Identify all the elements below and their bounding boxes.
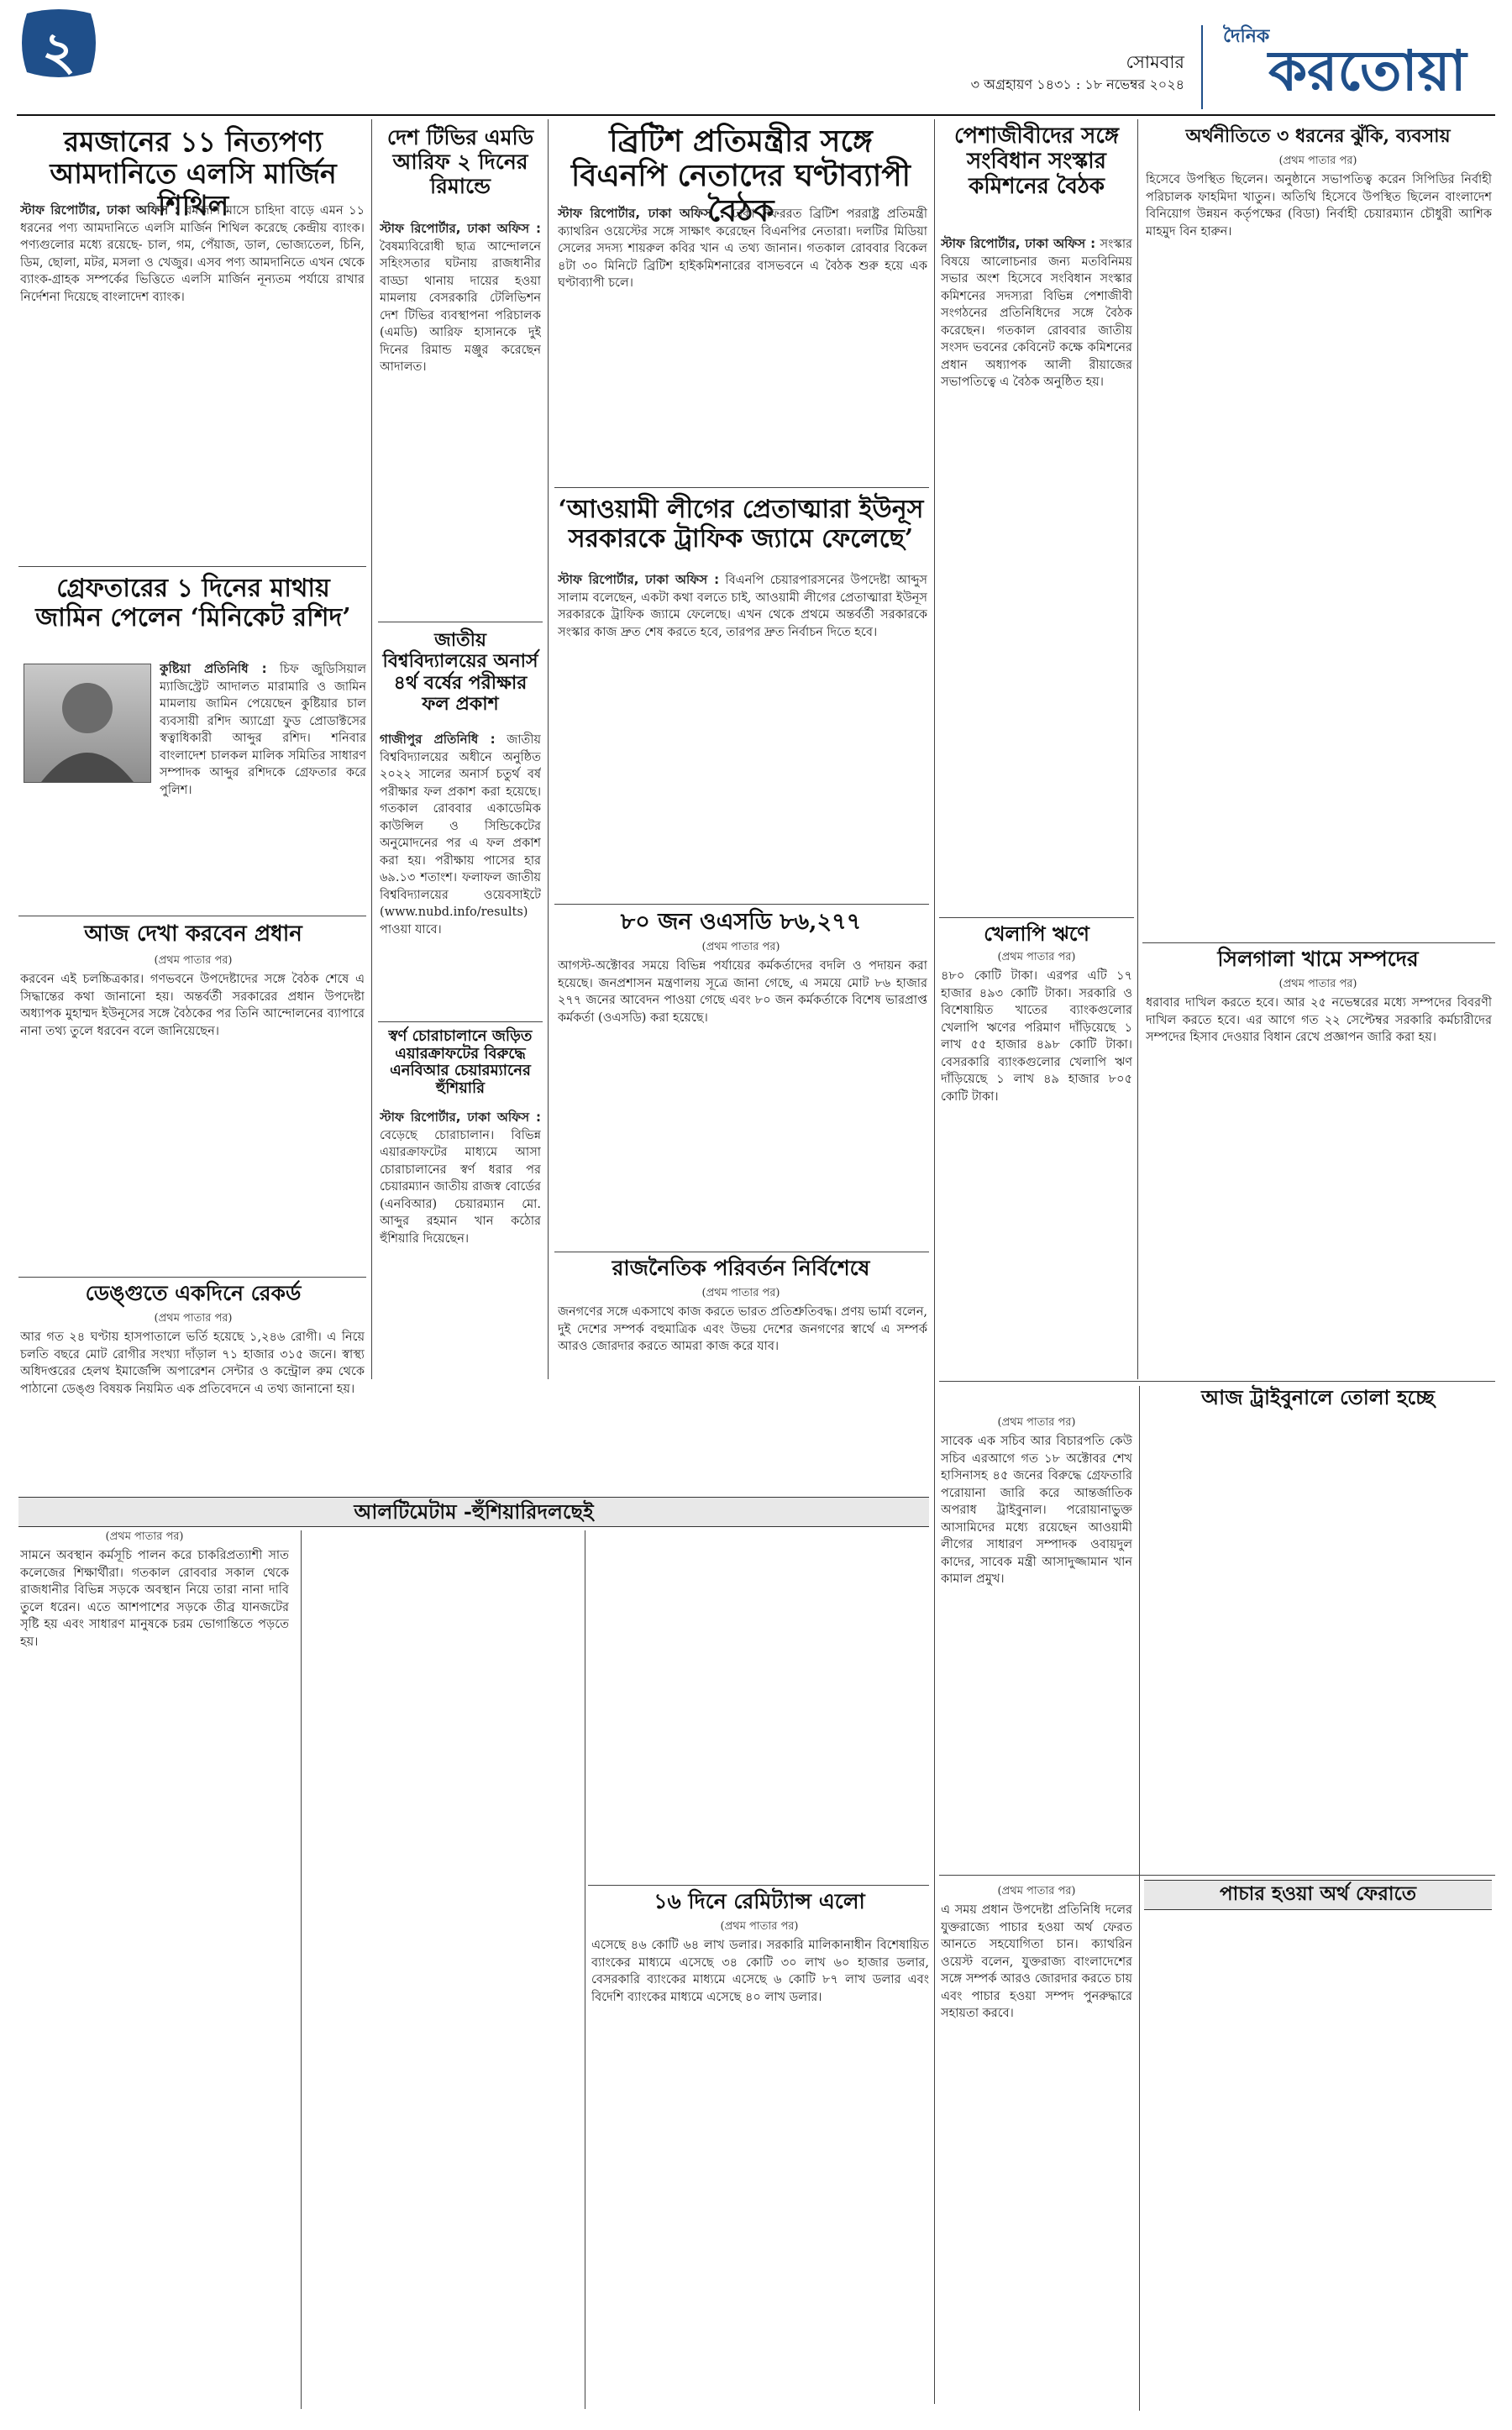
ultimatum-headline: আলটিমেটাম -হুঁশিয়ারিদলছেই	[354, 1499, 594, 1524]
arrest-photo	[24, 664, 151, 783]
dtv-byline: স্টাফ রিপোর্টার, ঢাকা অফিস :	[380, 221, 541, 236]
logo-divider	[1201, 25, 1203, 109]
divider	[588, 1885, 929, 1886]
column-rule	[371, 119, 372, 1379]
logo-small-text: দৈনিক	[1223, 25, 1270, 47]
tribunal-body: সাবেক এক সচিব আর বিচারপতি কেউ সচিব এরআগে গত ১৮ অক্টোবর শেখ হাসিনাসহ ৪৫ জনের বিরুদ্ধে গ্রেফতারি পরোয়ানা জারি করে আন্তর্জাতিক অপরাধ ট্রাইবুনাল। পরোয়ানাভুক্ত আসামিদের মধ্যে রয়েছেন আওয়ামী লীগের সাধারণ সম্পাদক ওবায়দুল কাদের, সাবেক মন্ত্রী আসাদুজ্জামান খান কামাল প্রমুখ।	[941, 1435, 1132, 1586]
khelapi-headline: খেলাপি ঋণে	[984, 921, 1089, 946]
nu-byline: গাজীপুর প্রতিনিধি :	[380, 732, 496, 747]
economy-headline: অর্থনীতিতে ৩ ধরনের ঝুঁকি, ব্যবসায়	[1185, 125, 1451, 147]
page-number-badge	[18, 7, 99, 79]
political-headline: রাজনৈতিক পরিবর্তন নির্বিশেষে	[612, 1256, 870, 1280]
column-rule	[1139, 1386, 1140, 2411]
dengue-body: আর গত ২৪ ঘণ্টায় হাসপাতালে ভর্তি হয়েছে ১,২৪৬ রোগী। এ নিয়ে চলতি বছরে মোট রোগীর সংখ্যা দাঁড়াল ৭১ হাজার ৩১৫ জনে। স্বাস্থ্য অধিদপ্তরের হেলথ ইমার্জেন্সি অপারেশন সেন্টার ও কন্ট্রোল রুম থেকে পাঠানো ডেঙ্গু বিষয়ক নিয়মিত এক প্রতিবেদনে এ তথ্য জানানো হয়।	[20, 1330, 365, 1396]
column-rule	[301, 1530, 302, 2409]
arrest-text: চিফ জুডিসিয়াল ম্যাজিস্ট্রেট আদালত মারামারি ও জামিন মামলায় জামিন পেয়েছেন কুষ্টিয়ার চাল ব্যবসায়ী রশিদ অ্যাগ্রো ফুড প্রোডাক্টসের স্বত্বাধিকারী আব্দুর রশিদ। শনিবার বাংলাদেশ চালকল মালিক সমিতির সাধারণ সম্পাদক আব্দুর রশিদকে গ্রেফতার করে পুলিশ।	[160, 663, 366, 797]
gold-text: বেড়েছে চোরাচালান। বিভিন্ন এয়ারক্রাফটের মাধ্যমে আসা চোরাচালানের স্বর্ণ ধরার পর চেয়ারম্যান জাতীয় রাজস্ব বোর্ডের (এনবিআর) চেয়ারম্যান মো. আব্দুর রহমান খান কঠোর হুঁশিয়ারি দিয়েছেন।	[380, 1128, 541, 1246]
gold-byline: স্টাফ রিপোর্টার, ঢাকা অফিস :	[380, 1110, 541, 1125]
column-rule	[1137, 119, 1138, 1379]
khelapi-body: ৪৮০ কোটি টাকা। এরপর এটি ১৭ হাজার ৪৯৩ কোটি টাকা। সরকারি ও বিশেষায়িত খাতের ব্যাংকগুলোর খেলাপি ঋণের পরিমাণ দাঁড়িয়েছে ১ লাখ ৫৫ হাজার ৪৯৮ কোটি টাকা। বেসরকারি ব্যাংকগুলোর খেলাপি ঋণ দাঁড়িয়েছে ১ লাখ ৪৯ হাজার ৮০৫ কোটি টাকা।	[941, 969, 1132, 1104]
awami-body	[558, 571, 927, 823]
remittance-headline: ১৬ দিনে রেমিট্যান্স এলো	[654, 1889, 865, 1913]
economy-continued: (প্রথম পাতার পর)	[1278, 155, 1357, 167]
ramadan-byline: স্টাফ রিপোর্টার, ঢাকা অফিস :	[20, 202, 180, 218]
british-headline: ব্রিটিশ প্রতিমন্ত্রীর সঙ্গে বিএনপি নেতাদের ঘণ্টাব্যাপী বৈঠক	[571, 123, 911, 228]
divider	[554, 487, 929, 488]
logo-main-text: করতোয়া	[1268, 38, 1467, 103]
eighty-continued: (প্রথম পাতার পর)	[701, 941, 780, 953]
money-headline: পাচার হওয়া অর্থ ফেরাতে	[1219, 1882, 1417, 1905]
divider	[1142, 942, 1495, 943]
dtv-text: বৈষম্যবিরোধী ছাত্র আন্দোলনে সহিংসতার ঘটনায় রাজধানীর বাড্ডা থানায় দায়ের হওয়া মামলায় বেসরকারি টেলিভিশন দেশ টিভির ব্যবস্থাপনা পরিচালক (এমডি) আরিফ হাসানকে দুই দিনের রিমান্ড মঞ্জুর করেছেন আদালত।	[380, 239, 541, 374]
logo	[1218, 18, 1487, 111]
arrest-byline: কুষ্টিয়া প্রতিনিধি :	[160, 661, 267, 676]
masthead-rule	[17, 114, 1495, 116]
remittance-continued: (প্রথম পাতার পর)	[720, 1920, 799, 1933]
economy-body: হিসেবে উপস্থিত ছিলেন। অনুষ্ঠানে সভাপতিত্ব করেন সিপিডির নির্বাহী পরিচালক ফাহমিদা খাতুন। অতিথি হিসেবে উপস্থিত ছিলেন বাংলাদেশ বিনিয়োগ উন্নয়ন কর্তৃপক্ষের (বিডা) নির্বাহী চেয়ারম্যান চৌধুরী আশিক মাহমুদ বিন হারুন।	[1146, 173, 1492, 239]
ramadan-text: রমজান মাসে চাহিদা বাড়ে এমন ১১ ধরনের পণ্য আমদানিতে এলসি মার্জিন শিথিল করেছে কেন্দ্রীয় ব্যাংক। পণ্যগুলোর মধ্যে রয়েছে- চাল, গম, পেঁয়াজ, ডাল, ভোজ্যতেল, চিনি, ডিম, ছোলা, মটর, মসলা ও খেজুর। এসব পণ্য আমদানিতে এখন থেকে ব্যাংক-গ্রাহক সম্পর্কের ভিত্তিতে এলসি মার্জিন নূন্যতম পর্যায়ে রাখার নির্দেশনা দিয়েছে বাংলাদেশ ব্যাংক।	[20, 204, 365, 304]
divider	[939, 1875, 1495, 1876]
british-text: ঢাকা সফররত ব্রিটিশ পররাষ্ট্র প্রতিমন্ত্রী ক্যাথরিন ওয়েস্টের সঙ্গে সাক্ষাৎ করেছেন বিএনপির নেতারা। দলটির মিডিয়া সেলের সদস্য শায়রুল কবির খান এ তথ্য জানান। গতকাল রোববার বিকেল ৪টা ৩০ মিনিটে ব্রিটিশ হাইকমিশনারের বাসভবনে এ বৈঠক শুরু হয়ে এক ঘণ্টাব্যাপী চলে।	[558, 207, 927, 290]
silgala-headline: সিলগালা খামে সম্পদের	[1217, 947, 1419, 971]
political-continued: (প্রথম পাতার পর)	[701, 1287, 780, 1299]
divider	[939, 917, 1134, 918]
divider	[554, 904, 929, 905]
dengue-continued: (প্রথম পাতার পর)	[154, 1312, 233, 1325]
political-body: জনগণের সঙ্গে একসাথে কাজ করতে ভারত প্রতিশ্রুতিবদ্ধ। প্রণয় ভার্মা বলেন, দুই দেশের সম্পর্ক বহুমাত্রিক এবং উভয় দেশের জনগণের স্বার্থে এ সম্পর্ক আরও জোরদার করতে আমরা কাজ করে যাব।	[558, 1305, 927, 1353]
column-rule	[548, 119, 549, 1379]
page-number: ২	[41, 20, 76, 81]
tribunal-headline: আজ ট্রাইবুনালে তোলা হচ্ছে	[1201, 1385, 1435, 1409]
pradhan-headline: আজ দেখা করবেন প্রধান	[84, 921, 302, 947]
professional-body	[941, 235, 1132, 907]
pradhan-body: করবেন এই চলচ্চিত্রকার। গণভবনে উপদেষ্টাদের সঙ্গে বৈঠক শেষে এ সিদ্ধান্তের কথা জানানো হয়। অন্তর্বর্তী সরকারের প্রধান উপদেষ্টা অধ্যাপক মুহাম্মদ ইউনূসের সঙ্গে বৈঠকের পর তিনি আন্দোলনের ব্যাপারে নানা তথ্য তুলে ধরবেন বলে জানিয়েছেন।	[20, 973, 365, 1038]
date-line: ৩ অগ্রহায়ণ ১৪৩১ : ১৮ নভেম্বর ২০২৪	[970, 76, 1184, 92]
gold-headline: স্বর্ণ চোরাচালানে জড়িত এয়ারক্রাফটের বিরুদ্ধে এনবিআর চেয়ারম্যানের হুঁশিয়ারি	[388, 1027, 533, 1098]
arrest-body	[160, 660, 366, 912]
divider	[939, 1381, 1495, 1382]
gold-body	[380, 1109, 541, 1487]
divider	[18, 566, 366, 567]
eighty-headline: ৮০ জন ওএসডি ৮৬,২৭৭	[620, 909, 862, 935]
arrest-headline: গ্রেফতারের ১ দিনের মাথায় জামিন পেলেন ‘মিনিকেট রশিদ’	[35, 574, 351, 632]
dengue-headline: ডেঙ্গুতে একদিনে রেকর্ড	[85, 1281, 302, 1305]
remittance-body: এসেছে ৪৬ কোটি ৬৪ লাখ ডলার। সরকারি মালিকানাধীন বিশেষায়িত ব্যাংকের মাধ্যমে এসেছে ৩৪ কোটি ৩০ লাখ ৬০ হাজার ডলার, বেসরকারি ব্যাংকের মাধ্যমে এসেছে ৬ কোটি ৮৭ লাখ ডলার এবং বিদেশি ব্যাংকের মাধ্যমে এসেছে ৪০ লাখ ডলার।	[591, 1939, 929, 2004]
ramadan-headline: রমজানের ১১ নিত্যপণ্য আমদানিতে এলসি মার্জিন শিথিল	[50, 125, 337, 222]
dtv-headline: দেশ টিভির এমডি আরিফ ২ দিনের রিমান্ডে	[386, 125, 534, 198]
professional-text: সংস্কার বিষয়ে আলোচনার জন্য মতবিনিময় সভার অংশ হিসেবে সংবিধান সংস্কার কমিশনের সদস্যরা বিভিন্ন পেশাজীবী সংগঠনের প্রতিনিধিদের সঙ্গে বৈঠক করেছেন। গতকাল রোববার জাতীয় সংসদ ভবনের কেবিনেট কক্ষে কমিশনের প্রধান অধ্যাপক আলী রীয়াজের সভাপতিত্বে এ বৈঠক অনুষ্ঠিত হয়।	[941, 238, 1132, 389]
nu-headline: জাতীয় বিশ্ববিদ্যালয়ের অনার্স ৪র্থ বর্ষের পরীক্ষার ফল প্রকাশ	[382, 629, 538, 715]
weekday: সোমবার	[1126, 52, 1184, 72]
divider	[378, 1021, 543, 1022]
money-body: এ সময় প্রধান উপদেষ্টা প্রতিনিধি দলের যুক্তরাজ্যে পাচার হওয়া অর্থ ফেরত আনতে সহযোগিতা চান। ক্যাথরিন ওয়েস্ট বলেন, যুক্তরাজ্য বাংলাদেশের সঙ্গে সম্পর্ক আরও জোরদার করতে চায় এবং পাচার হওয়া সম্পদ পুনরুদ্ধারে সহায়তা করবে।	[941, 1903, 1132, 2020]
silgala-continued: (প্রথম পাতার পর)	[1278, 978, 1357, 990]
person-icon	[24, 664, 150, 782]
column-rule	[934, 119, 935, 2404]
ramadan-body	[20, 202, 365, 563]
khelapi-continued: (প্রথম পাতার পর)	[997, 951, 1076, 963]
nu-text: জাতীয় বিশ্ববিদ্যালয়ের অধীনে অনুষ্ঠিত ২০২২ সালের অনার্স চতুর্থ বর্ষ পরীক্ষার ফল প্রকাশ করা হয়েছে। গতকাল রোববার একাডেমিক কাউন্সিল ও সিন্ডিকেটের অনুমোদনের পর এ ফল প্রকাশ করা হয়। পরীক্ষায় পাসের হার ৬৯.১৩ শতাংশ। ফলাফল জাতীয় বিশ্ববিদ্যালয়ের ওয়েবসাইটে (www.nubd.info/results) পাওয়া যাবে।	[380, 733, 541, 937]
tribunal-continued: (প্রথম পাতার পর)	[997, 1416, 1076, 1429]
ultimatum-continued: (প্রথম পাতার পর)	[105, 1530, 184, 1543]
divider	[18, 1277, 366, 1278]
eighty-body: আগস্ট-অক্টোবর সময়ে বিভিন্ন পর্যায়ের কর্মকর্তাদের বদলি ও পদায়ন করা হয়েছে। জনপ্রশাসন মন্ত্রণালয় সূত্রে জানা গেছে, এ সময়ে মোট ৮৬ হাজার ২৭৭ জনের আবেদন পাওয়া গেছে এবং ৮০ জন কর্মকর্তাকে বিশেষ ভারপ্রাপ্ত কর্মকর্তা (ওএসডি) করা হয়েছে।	[558, 959, 927, 1025]
ultimatum-body: সামনে অবস্থান কর্মসূচি পালন করে চাকরিপ্রত্যাশী সাত কলেজের শিক্ষার্থীরা। গতকাল রোববার সকাল থেকে রাজধানীর বিভিন্ন সড়কে অবস্থান নিয়ে তারা নানা দাবি তুলে ধরেন। এতে আশপাশের সড়কে তীব্র যানজটের সৃষ্টি হয় এবং সাধারণ মানুষকে চরম ভোগান্তিতে পড়তে হয়।	[20, 1549, 289, 1649]
awami-byline: স্টাফ রিপোর্টার, ঢাকা অফিস :	[558, 572, 720, 587]
dtv-body	[380, 220, 541, 489]
professional-byline: স্টাফ রিপোর্টার, ঢাকা অফিস :	[941, 236, 1096, 251]
professional-headline: পেশাজীবীদের সঙ্গে সংবিধান সংস্কার কমিশনের বৈঠক	[953, 123, 1120, 199]
pradhan-continued: (প্রথম পাতার পর)	[154, 954, 233, 967]
british-byline: স্টাফ রিপোর্টার, ঢাকা অফিস :	[558, 206, 725, 221]
awami-headline: ‘আওয়ামী লীগের প্রেতাত্মারা ইউনূস সরকারকে ট্রাফিক জ্যামে ফেলেছে’	[558, 495, 924, 554]
silgala-body: ধরাবার দাখিল করতে হবে। আর ২৫ নভেম্বরের মধ্যে সম্পদের বিবরণী দাখিল করতে হবে। এর আগে গত ২২ সেপ্টেম্বর সরকারি কর্মচারীদের সম্পদের হিসাব দেওয়ার বিধান রেখে প্রজ্ঞাপন জারি করা হয়।	[1146, 996, 1492, 1044]
british-body	[558, 205, 927, 457]
money-continued: (প্রথম পাতার পর)	[997, 1885, 1076, 1897]
awami-text: বিএনপি চেয়ারপারসনের উপদেষ্টা আব্দুস সালাম বলেছেন, একটা কথা বলতে চাই, আওয়ামী লীগের প্রেতাত্মারা ইউনূস সরকারকে ট্রাফিক জ্যামে ফেলেছে। এখন থেকে প্রথমে অন্তর্বর্তী সরকারকে সংস্কার কাজ দ্রুত শেষ করতে হবে, তারপর দ্রুত নির্বাচন দিতে হবে।	[558, 574, 927, 639]
